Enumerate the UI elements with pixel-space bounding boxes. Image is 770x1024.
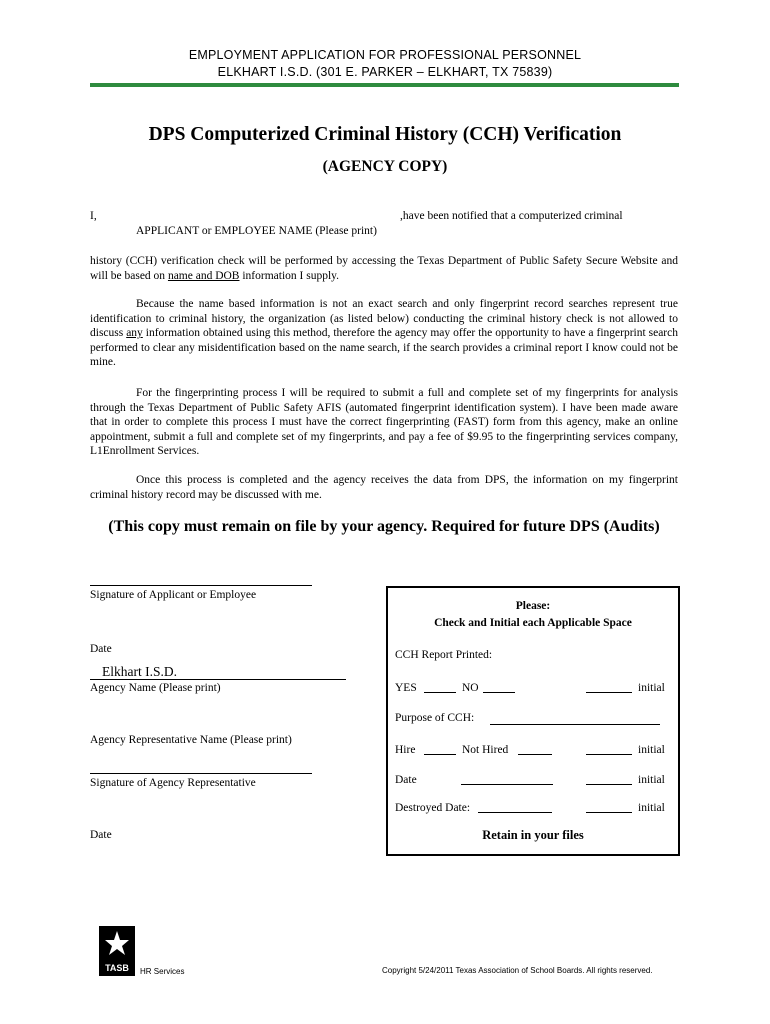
date-initial-label: initial — [638, 774, 665, 786]
not-hired-label: Not Hired — [462, 744, 509, 756]
agency-rep-name-label: Agency Representative Name (Please print) — [90, 734, 292, 746]
date-initial-field[interactable] — [586, 784, 632, 785]
hire-label: Hire — [395, 744, 416, 756]
paragraph-2: Because the name based information is not an exact search and only fingerprint record searches represent true identification to criminal history, the organization (as listed below) conducting the criminal history check is not allowed to discuss any information obtained using this method, therefore the agency may offer the opportunity to have a fingerprint search performed to clear any misidentification based on the name search, if the search provides a criminal report I know could not be mine. — [90, 298, 678, 369]
not-hired-field[interactable] — [518, 754, 552, 755]
page-title: DPS Computerized Criminal History (CCH) Verification — [148, 124, 622, 145]
date-label-2: Date — [90, 829, 112, 841]
agency-name-value: Elkhart I.S.D. — [102, 664, 177, 679]
agency-rep-signature-label: Signature of Agency Representative — [90, 777, 256, 789]
cch-printed-label: CCH Report Printed: — [395, 649, 493, 661]
box-please: Please: — [515, 600, 551, 612]
retain-note: Retain in your files — [482, 828, 584, 842]
page-subtitle: (AGENCY COPY) — [322, 158, 448, 175]
no-label: NO — [462, 682, 479, 694]
hire-initial-label: initial — [638, 744, 665, 756]
destroyed-date-label: Destroyed Date: — [395, 802, 471, 814]
header-rule — [90, 83, 679, 87]
date-label-1: Date — [90, 643, 112, 655]
cch-initial-field[interactable] — [586, 692, 632, 693]
hire-field[interactable] — [424, 754, 456, 755]
date-field-box[interactable] — [461, 784, 553, 785]
cch-initial-label: initial — [638, 682, 665, 694]
applicant-signature-line[interactable] — [90, 585, 312, 586]
destroyed-date-field[interactable] — [478, 812, 552, 813]
agency-check-box — [386, 586, 680, 856]
paragraph-3: For the fingerprinting process I will be required to submit a full and complete set of my fingerprints for analysis through the Texas Department of Public Safety AFIS (automated fingerprint identification system). I have been made aware that in order to complete this process I must have the correct fingerprinting (FAST) form from this agency, make an online appointment, submit a full and complete set of my fingerprints, and pay a fee of $9.95 to the fingerprinting services company, L1Enrollment Services. — [90, 387, 678, 458]
tasb-logo — [99, 926, 135, 976]
no-field[interactable] — [483, 692, 515, 693]
hr-services-label: HR Services — [140, 967, 185, 976]
purpose-field[interactable] — [490, 724, 660, 725]
box-instruction: Check and Initial each Applicable Space — [434, 617, 632, 629]
hire-initial-field[interactable] — [586, 754, 632, 755]
header-line-2: ELKHART I.S.D. (301 E. PARKER – ELKHART, TX 75839) — [217, 65, 553, 79]
date-label-box: Date — [395, 774, 417, 786]
yes-field[interactable] — [424, 692, 456, 693]
agency-name-field[interactable] — [90, 664, 346, 680]
header-line-1: EMPLOYMENT APPLICATION FOR PROFESSIONAL PERSONNEL — [188, 48, 582, 62]
agency-name-label: Agency Name (Please print) — [90, 682, 221, 694]
copyright: Copyright 5/24/2011 Texas Association of School Boards. All rights reserved. — [382, 966, 653, 975]
paragraph-1: history (CCH) verification check will be performed by accessing the Texas Department of Public Safety Secure Website and will be based on name and DOB information I supply. — [90, 255, 678, 282]
applicant-name-label: APPLICANT or EMPLOYEE NAME (Please print) — [136, 225, 377, 237]
applicant-signature-label: Signature of Applicant or Employee — [90, 589, 257, 601]
retention-notice: (This copy must remain on file by your agency. Required for future DPS (Audits) — [108, 518, 660, 535]
yes-label: YES — [395, 682, 417, 694]
tasb-logo-text: TASB — [105, 963, 129, 973]
intro-prefix: I, — [90, 210, 97, 222]
destroyed-initial-field[interactable] — [586, 812, 632, 813]
intro-suffix: ,have been notified that a computerized criminal — [400, 210, 623, 222]
paragraph-4: Once this process is completed and the agency receives the data from DPS, the information on my fingerprint criminal history record may be discussed with me. — [90, 474, 678, 501]
agency-rep-signature-line[interactable] — [90, 773, 312, 774]
purpose-label: Purpose of CCH: — [395, 712, 475, 724]
destroyed-initial-label: initial — [638, 802, 665, 814]
